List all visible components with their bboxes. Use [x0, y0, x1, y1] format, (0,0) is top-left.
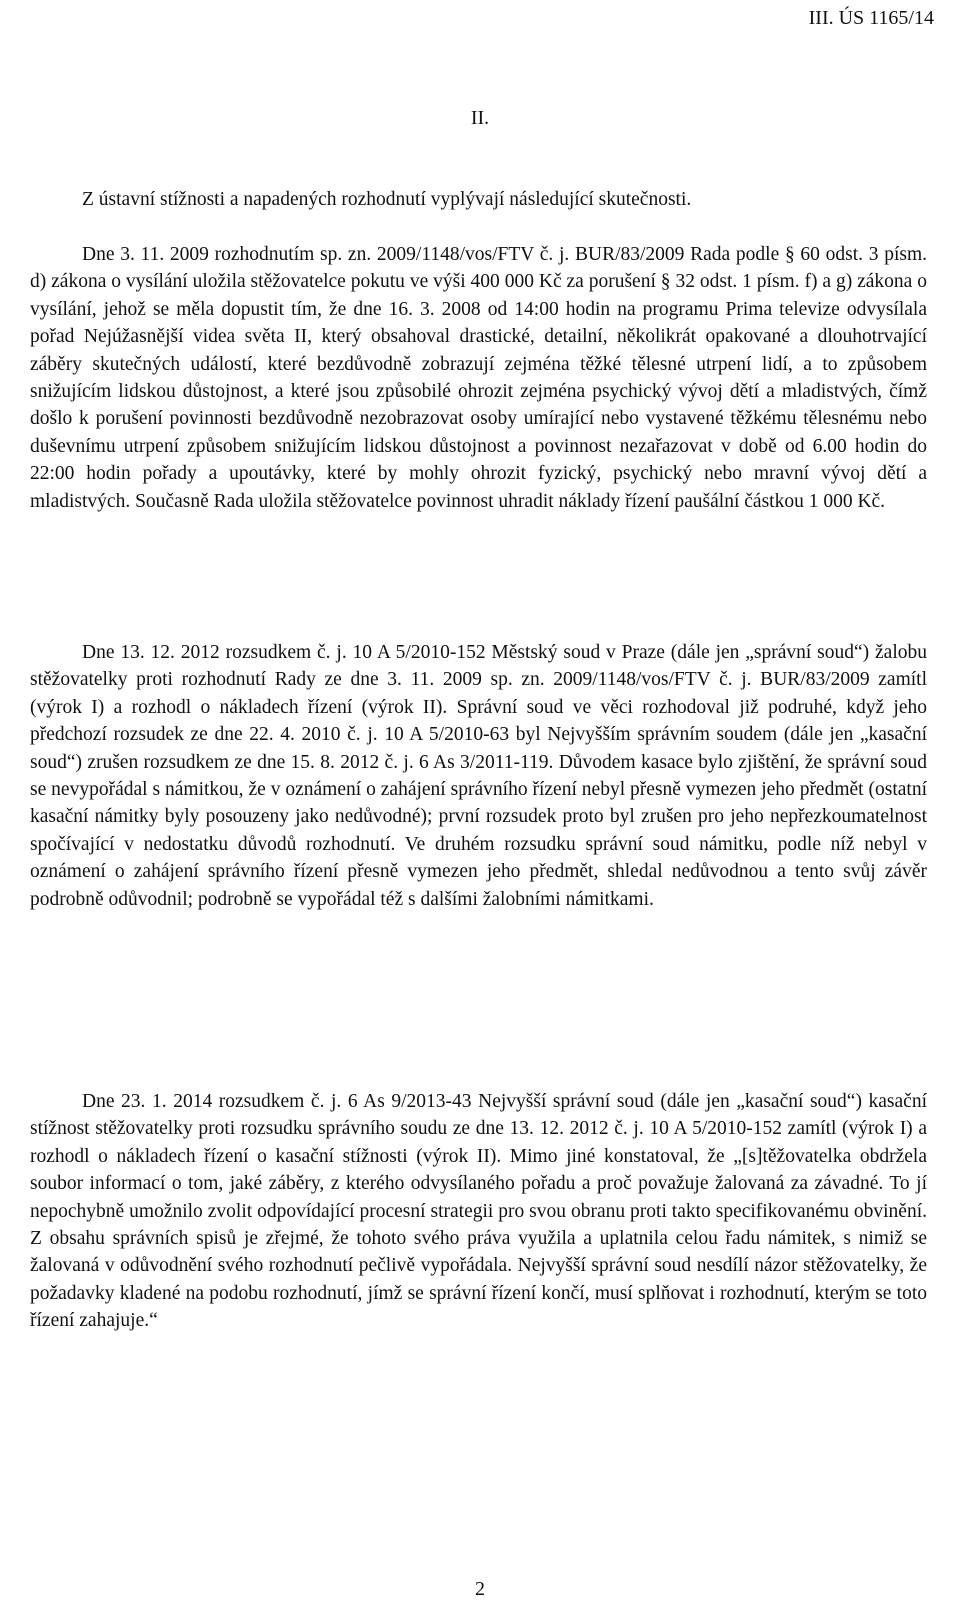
- section-heading: II.: [470, 107, 490, 129]
- intro-sentence: Z ústavní stížnosti a napadených rozhodnutí vyplývají následující skutečnosti.: [82, 189, 692, 210]
- page-number: 2: [475, 1578, 485, 1600]
- paragraph-decision-2009: Dne 3. 11. 2009 rozhodnutím sp. zn. 2009/1148/vos/FTV č. j. BUR/83/2009 Rada podle § 60 odst. 3 písm. d) zákona o vysílání uložila stěžovatelce pokutu ve výši 400 000 Kč za porušení § 32 odst. 1 písm. f) a g) zákona o vysílání, jehož se měla dopustit tím, že dne 16. 3. 2008 od 14:00 hodin na programu Prima televize odvysílala pořad Nejúžasnější videa světa II, který obsahoval drastické, detailní, několikrát opakované a dlouhotrvající záběry skutečných událostí, které bezdůvodně zobrazují zejména těžké tělesné utrpení lidí, a to způsobem snižujícím lidskou důstojnost, a které jsou způsobilé ohrozit zejména psychický vývoj dětí a mladistvých, čímž došlo k porušení povinnosti bezdůvodně nezobrazovat osoby umírající nebo vystavené těžkému tělesnému nebo duševnímu utrpení způsobem snižujícím lidskou důstojnost a povinnost nezařazovat v době od 6.00 hodin do 22:00 hodin pořady a upoutávky, které by mohly ohrozit fyzický, psychický nebo mravní vývoj dětí a mladistvých. Současně Rada uložila stěžovatelce povinnost uhradit náklady řízení paušální částkou 1 000 Kč.: [30, 244, 927, 512]
- paragraph-judgment-2014: Dne 23. 1. 2014 rozsudkem č. j. 6 As 9/2013-43 Nejvyšší správní soud (dále jen „kasační soud“) kasační stížnost stěžovatelky proti rozsudku správního soudu ze dne 13. 12. 2012 č. j. 10 A 5/2010-152 zamítl (výrok I) a rozhodl o nákladech řízení o kasační stížnosti (výrok II). Mimo jiné konstatoval, že „[s]těžovatelka obdržela soubor informací o tom, jaké záběry, z kterého odvysílaného pořadu a proč považuje žalovaná za závadné. To jí nepochybně umožnilo zvolit odpovídající procesní strategii pro svou obranu proti takto specifikovanému obvinění. Z obsahu správních spisů je zřejmé, že tohoto svého práva využila a uplatnila celou řadu námitek, s nimiž se žalovaná v odůvodnění svého rozhodnutí pečlivě vypořádala. Nejvyšší správní soud nesdílí názor stěžovatelky, že požadavky kladené na podobu rozhodnutí, jímž se správní řízení končí, musí splňovat i rozhodnutí, kterým se toto řízení zahajuje.“: [30, 1091, 927, 1332]
- case-number-header: III. ÚS 1165/14: [808, 7, 934, 29]
- paragraph-judgment-2012: Dne 13. 12. 2012 rozsudkem č. j. 10 A 5/2010-152 Městský soud v Praze (dále jen „správní soud“) žalobu stěžovatelky proti rozhodnutí Rady ze dne 3. 11. 2009 sp. zn. 2009/1148/vos/FTV č. j. BUR/83/2009 zamítl (výrok I) a rozhodl o nákladech řízení (výrok II). Správní soud ve věci rozhodoval již podruhé, když jeho předchozí rozsudek ze dne 22. 4. 2010 č. j. 10 A 5/2010-63 byl Nejvyšším správním soudem (dále jen „kasační soud“) zrušen rozsudkem ze dne 15. 8. 2012 č. j. 6 As 3/2011-119. Důvodem kasace bylo zjištění, že správní soud se nevypořádal s námitkou, že v oznámení o zahájení správního řízení nebyl přesně vymezen jeho předmět (ostatní kasační námitky byly posouzeny jako nedůvodné); první rozsudek proto byl zrušen pro jeho nepřezkoumatelnost spočívající v nedostatku důvodů rozhodnutí. Ve druhém rozsudku správní soud námitku, podle níž nebyl v oznámení o zahájení správního řízení přesně vymezen jeho předmět, shledal nedůvodnou a tento svůj závěr podrobně odůvodnil; podrobně se vypořádal též s dalšími žalobními námitkami.: [30, 642, 927, 910]
